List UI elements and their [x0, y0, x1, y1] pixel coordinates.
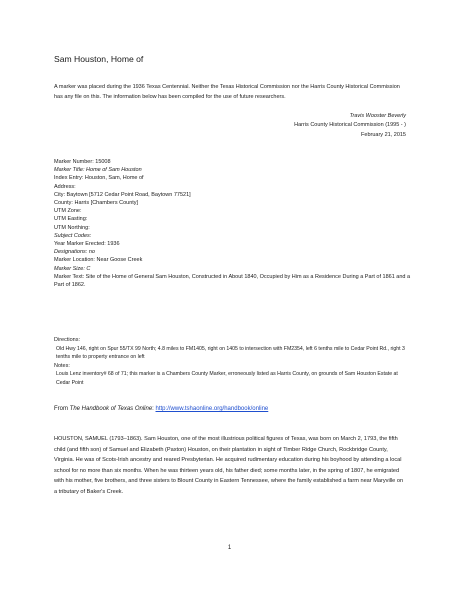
field-county: County: Harris [Chambers County] — [54, 200, 139, 207]
field-utm-easting: UTM Easting: — [54, 216, 88, 223]
field-designations: Designations: no — [54, 249, 95, 256]
field-city: City: Baytown [5712 Cedar Point Road, Baytown 77521] — [54, 191, 191, 198]
field-year-erected: Year Marker Erected: 1936 — [54, 241, 120, 248]
signature-date: February 21, 2015 — [361, 132, 406, 138]
handbook-text: Sam Houston, one of the most illustrious political figures of Texas, was born on March 2, 1793, the fifth child (and fifth son) of Samuel and Elizabeth (Paxton) Houston, on their plantation in sight of Timber Ridge Church, Rockbridge County, Virginia. He was of Scots-Irish ancestry and reared Presbyterian. He acquired rudimentary education during his boyhood by attending a local school for no more than six months. When he was thirteen years old, his father died; some months later, in the spring of 1807, he emigrated with his mother, five brothers, and three sisters to Blount County in Eastern Tennessee, where the family established a farm near Maryville on a tributary of Baker's Creek. — [54, 436, 404, 495]
signature-name: Travis Wooster Beverly — [349, 113, 406, 119]
handbook-link[interactable]: http://www.tshaonline.org/handbook/online — [155, 406, 269, 412]
field-marker-title: Marker Title: Home of Sam Houston — [54, 167, 142, 174]
directions-label: Directions: — [54, 337, 80, 343]
field-marker-size: Marker Size: C — [54, 265, 91, 272]
handbook-entry-name: HOUSTON, SAMUEL (1793–1863). — [54, 436, 143, 442]
marker-fields — [54, 158, 414, 289]
source-separator: : — [152, 406, 156, 412]
field-marker-number: Marker Number: 15008 — [54, 159, 111, 165]
page-title: Sam Houston, Home of — [54, 54, 144, 64]
field-utm-northing: UTM Northing: — [54, 224, 90, 231]
source-book-title: The Handbook of Texas Online — [69, 406, 153, 412]
signature-organization: Harris County Historical Commission (1995 - ) — [294, 122, 406, 128]
directions-text: Old Hwy 146, right on Spur 55/TX 99 North; 4.8 miles to FM1405, right on 1405 to intersection with FM2354, left 6 tenths mile to Cedar Point Rd., right 3 tenths mile to property entrance on left — [56, 345, 405, 361]
notes-text: Louis Lenz inventory# 68 of 71; this marker is a Chambers County Marker, erroneously listed as Harris County, on grounds of Sam Houston Estate at Cedar Point — [56, 371, 398, 386]
directions-section — [54, 336, 406, 388]
field-subject-codes: Subject Codes: — [54, 232, 92, 239]
notes-label: Notes: — [54, 362, 70, 369]
page-number: 1 — [227, 545, 232, 551]
source-prefix: From — [54, 406, 70, 412]
field-utm-zone: UTM Zone: — [54, 208, 82, 215]
field-marker-location: Marker Location: Near Goose Creek — [54, 257, 143, 264]
field-index-entry: Index Entry: Houston, Sam, Home of — [54, 175, 144, 182]
field-address: Address: — [54, 183, 76, 190]
source-line — [54, 406, 268, 412]
field-marker-text: Marker Text: Site of the Home of General Sam Houston, Constructed in About 1840, Occupied by Him as a Residence During a Part of 1861 and a Part of 1862. — [54, 273, 411, 289]
handbook-paragraph — [54, 434, 406, 498]
intro-paragraph: A marker was placed during the 1936 Texas Centennial. Neither the Texas Historical Commission nor the Harris County Historical Commission has any file on this. The information below has been compiled for the use of future researchers. — [54, 84, 400, 100]
